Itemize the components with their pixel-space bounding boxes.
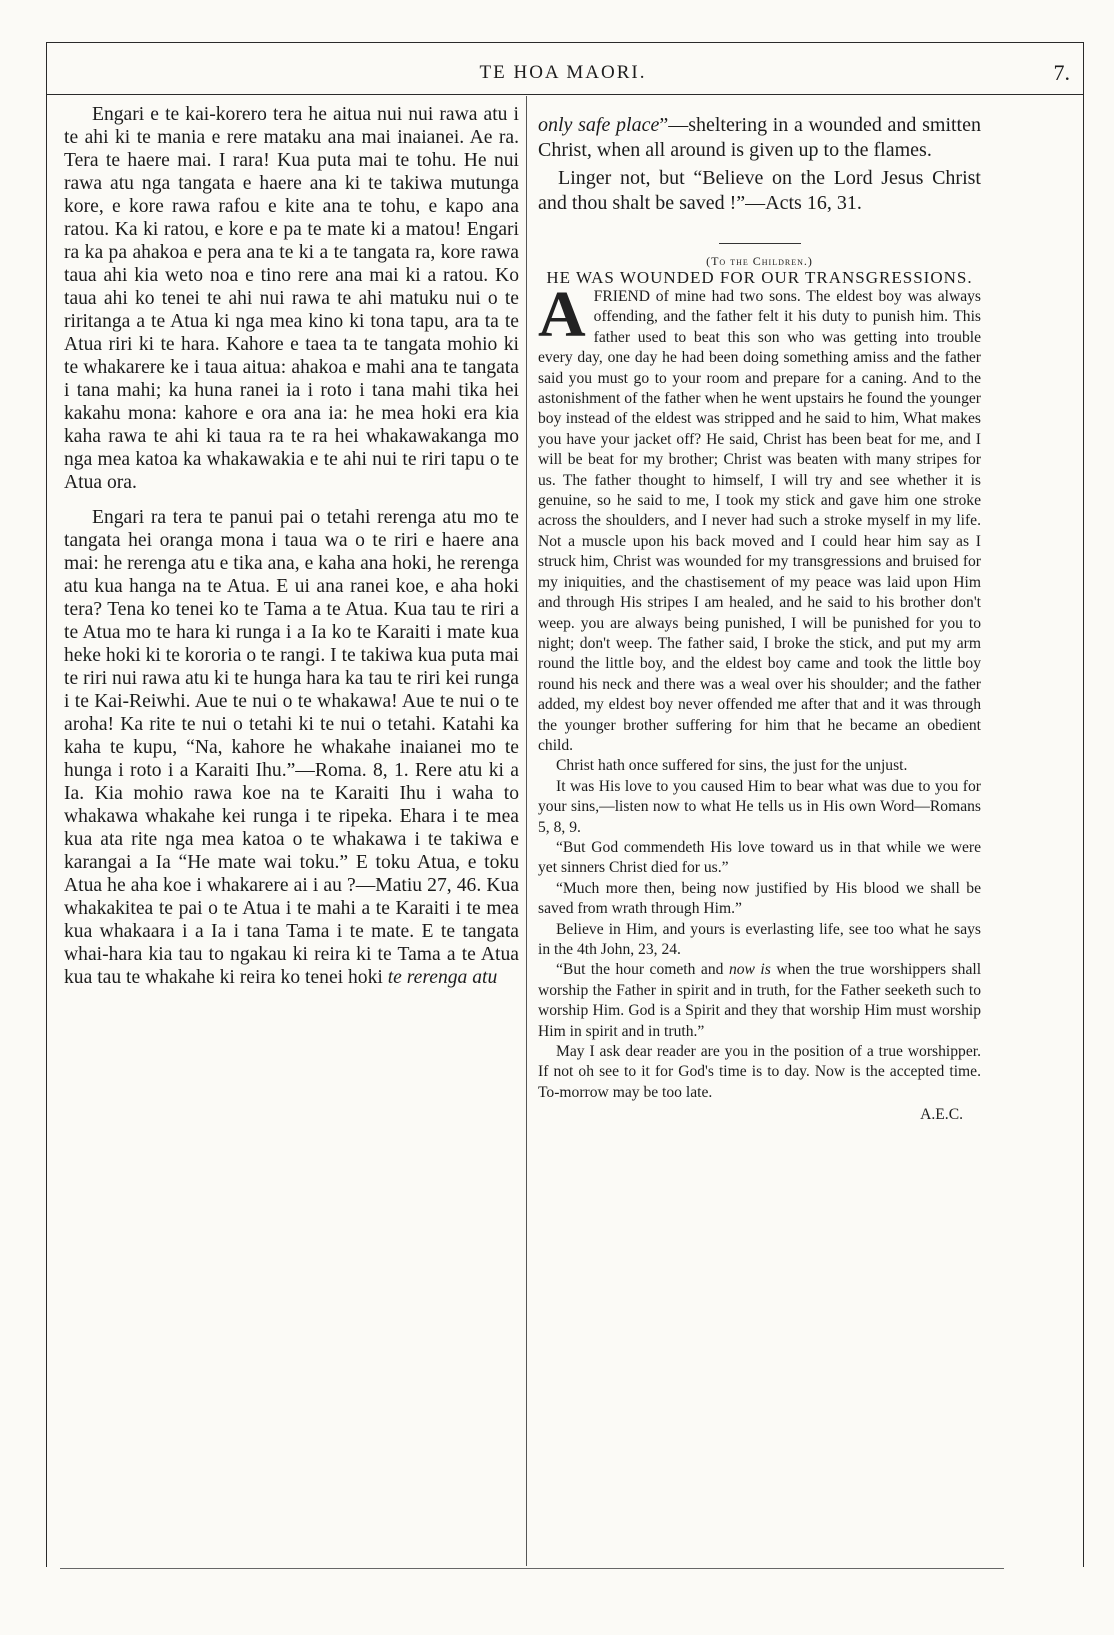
maori-paragraph-1: Engari e te kai-korero tera he aitua nui nui rawa atu i te ahi ki te mania e rere mataku ana mai inaianei. Ae ra. Tera te haere mai. I rara! Kua puta mai te tohu. He nui rawa atu nga tangata e haere ana ki te takiwa mutunga kore, e kore rawa rafou e kite ana te tohu, e kapo ana ratou. Ka ki ratou, e kore e pa te mate ki a matou! Engari ra ka pa ahakoa e pera ana te ki a te tangata ra, kore rawa taua ahi kia weto noa e tino rere ana mai ki a ratou. Ko taua ahi ko tenei te ahi nui rawa te ahi matuku nui o te riritanga a te Atua ki nga mea kino ki tona tapu, ara ta te Atua riri ki te hara. Kahore e taea ta te tangata mohio ki te whakarere ke i taua aitua: ahakoa e mahi ana te tangata i tana mahi; ka huna ranei ia i roto i tana mahi tika hei kakahu mona: kahore e ora ana ia: he mea hoki era kia kaha rawa te ahi ki taua ra te ra hei whakawakanga mo nga mea katoa ka whakawakia e te ahi nui te riri tapu o te Atua ora. [64, 104, 519, 493]
section-label: (To the Children.) [706, 254, 813, 268]
story-paragraph-4: “But God commendeth His love toward us in that while we were yet sinners Christ died for us.” [538, 838, 981, 877]
maori-paragraph-2-text: Engari ra tera te panui pai o tetahi rerenga atu mo te tangata hei oranga mona i taua wa o te riri e haere ana mai: he rerenga atu e tika ana, e kaha ana hoki, he rerenga atu kua hanga na te Atua. E ui ana ranei koe, e aha hoki tera? Tena ko tenei ko te Tama a te Atua. Kua tau te riri a te Atua mo te hara ki runga i a Ia ko te Karaiti i mate kua heke hoki ki te kororia o te rangi. I te takiwa kua puta mai te riri nui rawa atu ki te hunga hara ka tau te riri kei runga i te Kai-Reiwhi. Aue te nui o te whakawa! Aue te nui o te aroha! Ka rite te nui o tetahi ki te nui o tetahi. Katahi ka kaha te kupu, “Na, kahore he whakahe inaianei mo te hunga i roto i a Karaiti Ihu.”—Roma. 8, 1. Rere atu ki a Ia. Kia mohio rawa koe na te Karaiti Ihu i waha to whakawa whakahe kei runga i te ripeka. Ehara i te mea kua ata rite nga mea katoa o te whakawa i te takiwa e karangai a Ia “He mate wai toku.” E toku Atua, e toku Atua he aha koe i whakarere ai i au ?—Matiu 27, 46. Kua whakakitea te pai o te Atua i te mahi a te Karaiti i te mea kua whakaara i a Ia i tana Tama i te mate. E te tangata whai-hara kia tau to ngakau ki reira ki te Tama a te Atua kua tau te whakahe ki reira ko tenei hoki [64, 507, 519, 988]
story-body [538, 278, 982, 1126]
story-first-text: of mine had two sons. The eldest boy was always offending, and the father felt it his duty to punish him. This father used to beat this son who was getting into trouble every day, one day he had been doing something amiss and the father said you must go to your room and prepare for a caning. And to the astonishment of the father when he went upstairs he found the younger boy instead of the eldest was stripped and he said to him, What makes you have your jacket off? He said, Christ has been beat for me, and I will be beat for my brother; Christ was beaten with many stripes for us. The father thought to himself, I will try and see whether it is genuine, so he said to me, I took my stick and gave him one stroke across the shoulders, and I never had such a stroke myself in my life. Not a muscle upon his back moved and I could hear him say as I struck him, Christ was wounded for my transgressions and bruised for my iniquities, and the chastisement of my peace was laid upon Him and through His stripes I am healed, and he said to his brother don't weep. you are always being punished, I will be punished for you to night; don't weep. The father said, I broke the stick, and put my arm round the little boy, and the eldest boy came and took the little boy round his neck and there was a weal over his shoulder; and the father added, my eldest boy never offended me after that and it was through the younger brother suffering for him that he became an obedient child. [538, 288, 981, 754]
continued-italic: only safe place [538, 114, 660, 136]
page-header [48, 58, 1078, 92]
signature: A.E.C. [920, 1106, 963, 1124]
maori-paragraph-2 [64, 506, 519, 989]
header-underline [46, 94, 1084, 95]
right-column [538, 113, 981, 1126]
drop-cap: A [538, 278, 586, 351]
top-border [46, 42, 1084, 43]
story-paragraph-7 [538, 960, 981, 1042]
masthead-title: TE HOA MAORI. [479, 62, 647, 83]
p7-italic: now is [728, 961, 771, 979]
maori-italic-tail: te rerenga atu [387, 967, 498, 988]
column-divider [526, 96, 527, 1566]
continued-text: ”—sheltering in a wounded and smitten Christ, when all around is given up to the flames. [538, 114, 981, 161]
story-paragraph-8: May I ask dear reader are you in the position of a true worshipper. If not oh see to it for God's time is to day. Now is the accepted time. To-morrow may be too late. [538, 1043, 981, 1101]
right-border [1083, 42, 1084, 1567]
story-title: HE WAS WOUNDED FOR OUR TRANSGRESSIONS. [546, 268, 973, 287]
page-number: 7. [1053, 60, 1070, 85]
p7-start: “But the hour cometh and [556, 961, 724, 979]
story-first-word: FRIEND [593, 288, 650, 305]
section-divider [719, 243, 801, 244]
p7-end: when the true worshippers shall worship the Father in spirit and in truth, for the Father seeketh such to worship Him. God is a Spirit and they that worship Him must worship Him in spirit and in truth.” [538, 961, 982, 1040]
story-paragraph-5: “Much more then, being now justified by His blood we shall be saved from wrath through Him.” [538, 879, 981, 918]
story-paragraph-3: It was His love to you caused Him to bear what was due to you for your sins,—listen now to what He tells us in His own Word—Romans 5, 8, 9. [538, 777, 981, 836]
continued-paragraph [538, 113, 981, 162]
story-paragraph-6: Believe in Him, and yours is everlasting life, see too what he says in the 4th John, 23, 24. [538, 920, 981, 958]
bottom-rule [60, 1568, 1004, 1569]
left-column [64, 103, 519, 989]
story-paragraph-2: Christ hath once suffered for sins, the just for the unjust. [556, 757, 908, 775]
left-border [46, 42, 47, 1567]
story-paragraph-1 [538, 278, 981, 756]
linger-paragraph: Linger not, but “Believe on the Lord Jesus Christ and thou shalt be saved !”—Acts 16, 31. [538, 167, 981, 214]
